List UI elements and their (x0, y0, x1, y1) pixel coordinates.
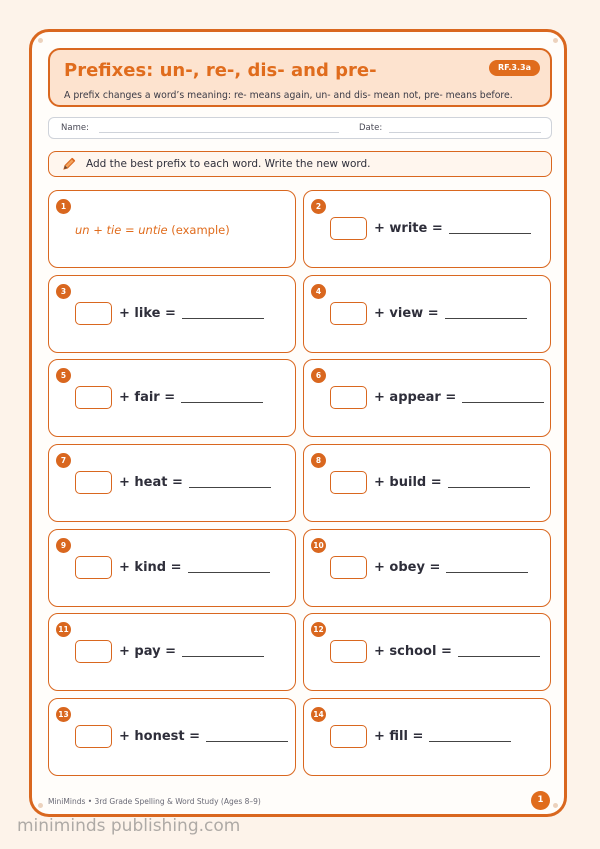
word-equation: + pay = (119, 644, 264, 659)
exercise-card (303, 275, 551, 353)
base-word: fair (134, 390, 160, 405)
answer-line[interactable] (429, 741, 511, 742)
word-equation: + view = (374, 306, 527, 321)
instruction-text: Add the best prefix to each word. Write the new word. (86, 158, 371, 170)
item-number: 6 (311, 368, 326, 383)
answer-line[interactable] (206, 741, 288, 742)
item-number: 12 (311, 622, 326, 637)
item-number: 11 (56, 622, 71, 637)
page-subtitle: A prefix changes a word’s meaning: re- means again, un- and dis- mean not, pre- means before. (64, 90, 513, 101)
word-equation: + kind = (119, 560, 270, 575)
pencil-icon (61, 156, 77, 172)
answer-line[interactable] (445, 318, 527, 319)
word-equation: + obey = (374, 560, 528, 575)
example-card (48, 190, 296, 268)
prefix-answer-box[interactable] (330, 471, 367, 494)
example-note: (example) (171, 223, 230, 237)
base-word: heat (134, 475, 168, 490)
example-equation: un + tie = untie (75, 223, 168, 237)
item-number: 8 (311, 453, 326, 468)
prefix-answer-box[interactable] (330, 386, 367, 409)
base-word: obey (389, 560, 425, 575)
name-field[interactable] (99, 132, 339, 133)
base-word: pay (134, 644, 161, 659)
base-word: view (389, 306, 424, 321)
prefix-answer-box[interactable] (330, 217, 367, 240)
answer-line[interactable] (458, 656, 540, 657)
prefix-answer-box[interactable] (75, 302, 112, 325)
date-label: Date: (359, 123, 383, 133)
item-number: 13 (56, 707, 71, 722)
item-number: 14 (311, 707, 326, 722)
page-number: 1 (531, 791, 550, 810)
exercise-card (303, 529, 551, 607)
page-title: Prefixes: un-, re-, dis- and pre- (64, 60, 377, 81)
exercise-card (303, 444, 551, 522)
exercise-card (303, 359, 551, 437)
base-word: school (389, 644, 437, 659)
exercise-card (48, 529, 296, 607)
prefix-answer-box[interactable] (75, 556, 112, 579)
standard-badge: RF.3.3a (489, 60, 540, 76)
exercise-card (303, 613, 551, 691)
answer-line[interactable] (189, 487, 271, 488)
word-equation: + honest = (119, 729, 288, 744)
base-word: kind (134, 560, 167, 575)
corner-dot (38, 803, 43, 808)
base-word: write (389, 221, 428, 236)
word-equation: + heat = (119, 475, 271, 490)
instruction-bar (48, 151, 552, 177)
prefix-answer-box[interactable] (330, 640, 367, 663)
base-word: like (134, 306, 161, 321)
exercise-card (48, 444, 296, 522)
exercise-card (48, 275, 296, 353)
base-word: build (389, 475, 427, 490)
prefix-answer-box[interactable] (75, 725, 112, 748)
word-equation: + fair = (119, 390, 263, 405)
item-number: 5 (56, 368, 71, 383)
date-field[interactable] (389, 132, 541, 133)
example-text (75, 223, 230, 237)
item-number: 4 (311, 284, 326, 299)
answer-line[interactable] (181, 402, 263, 403)
item-number: 10 (311, 538, 326, 553)
item-number: 1 (56, 199, 71, 214)
exercise-card (48, 359, 296, 437)
base-word: fill (389, 729, 408, 744)
corner-dot (38, 38, 43, 43)
word-equation: + build = (374, 475, 530, 490)
word-equation: + like = (119, 306, 264, 321)
item-number: 7 (56, 453, 71, 468)
exercise-card (48, 698, 296, 776)
answer-line[interactable] (446, 572, 528, 573)
name-date-bar (48, 117, 552, 139)
prefix-answer-box[interactable] (330, 556, 367, 579)
item-number: 9 (56, 538, 71, 553)
answer-line[interactable] (182, 656, 264, 657)
answer-line[interactable] (449, 233, 531, 234)
watermark: miniminds publishing.com (17, 816, 241, 836)
answer-line[interactable] (448, 487, 530, 488)
item-number: 3 (56, 284, 71, 299)
answer-line[interactable] (188, 572, 270, 573)
word-equation: + fill = (374, 729, 511, 744)
prefix-answer-box[interactable] (75, 640, 112, 663)
item-number: 2 (311, 199, 326, 214)
word-equation: + appear = (374, 390, 544, 405)
word-equation: + write = (374, 221, 531, 236)
corner-dot (553, 803, 558, 808)
base-word: appear (389, 390, 441, 405)
prefix-answer-box[interactable] (75, 471, 112, 494)
exercise-card (303, 190, 551, 268)
prefix-answer-box[interactable] (330, 725, 367, 748)
word-equation: + school = (374, 644, 540, 659)
worksheet-header (48, 48, 552, 107)
exercise-card (48, 613, 296, 691)
answer-line[interactable] (182, 318, 264, 319)
exercise-card (303, 698, 551, 776)
answer-line[interactable] (462, 402, 544, 403)
base-word: honest (134, 729, 185, 744)
prefix-answer-box[interactable] (330, 302, 367, 325)
footer-text: MiniMinds • 3rd Grade Spelling & Word Study (Ages 8–9) (48, 797, 261, 806)
name-label: Name: (61, 123, 89, 133)
corner-dot (553, 38, 558, 43)
prefix-answer-box[interactable] (75, 386, 112, 409)
